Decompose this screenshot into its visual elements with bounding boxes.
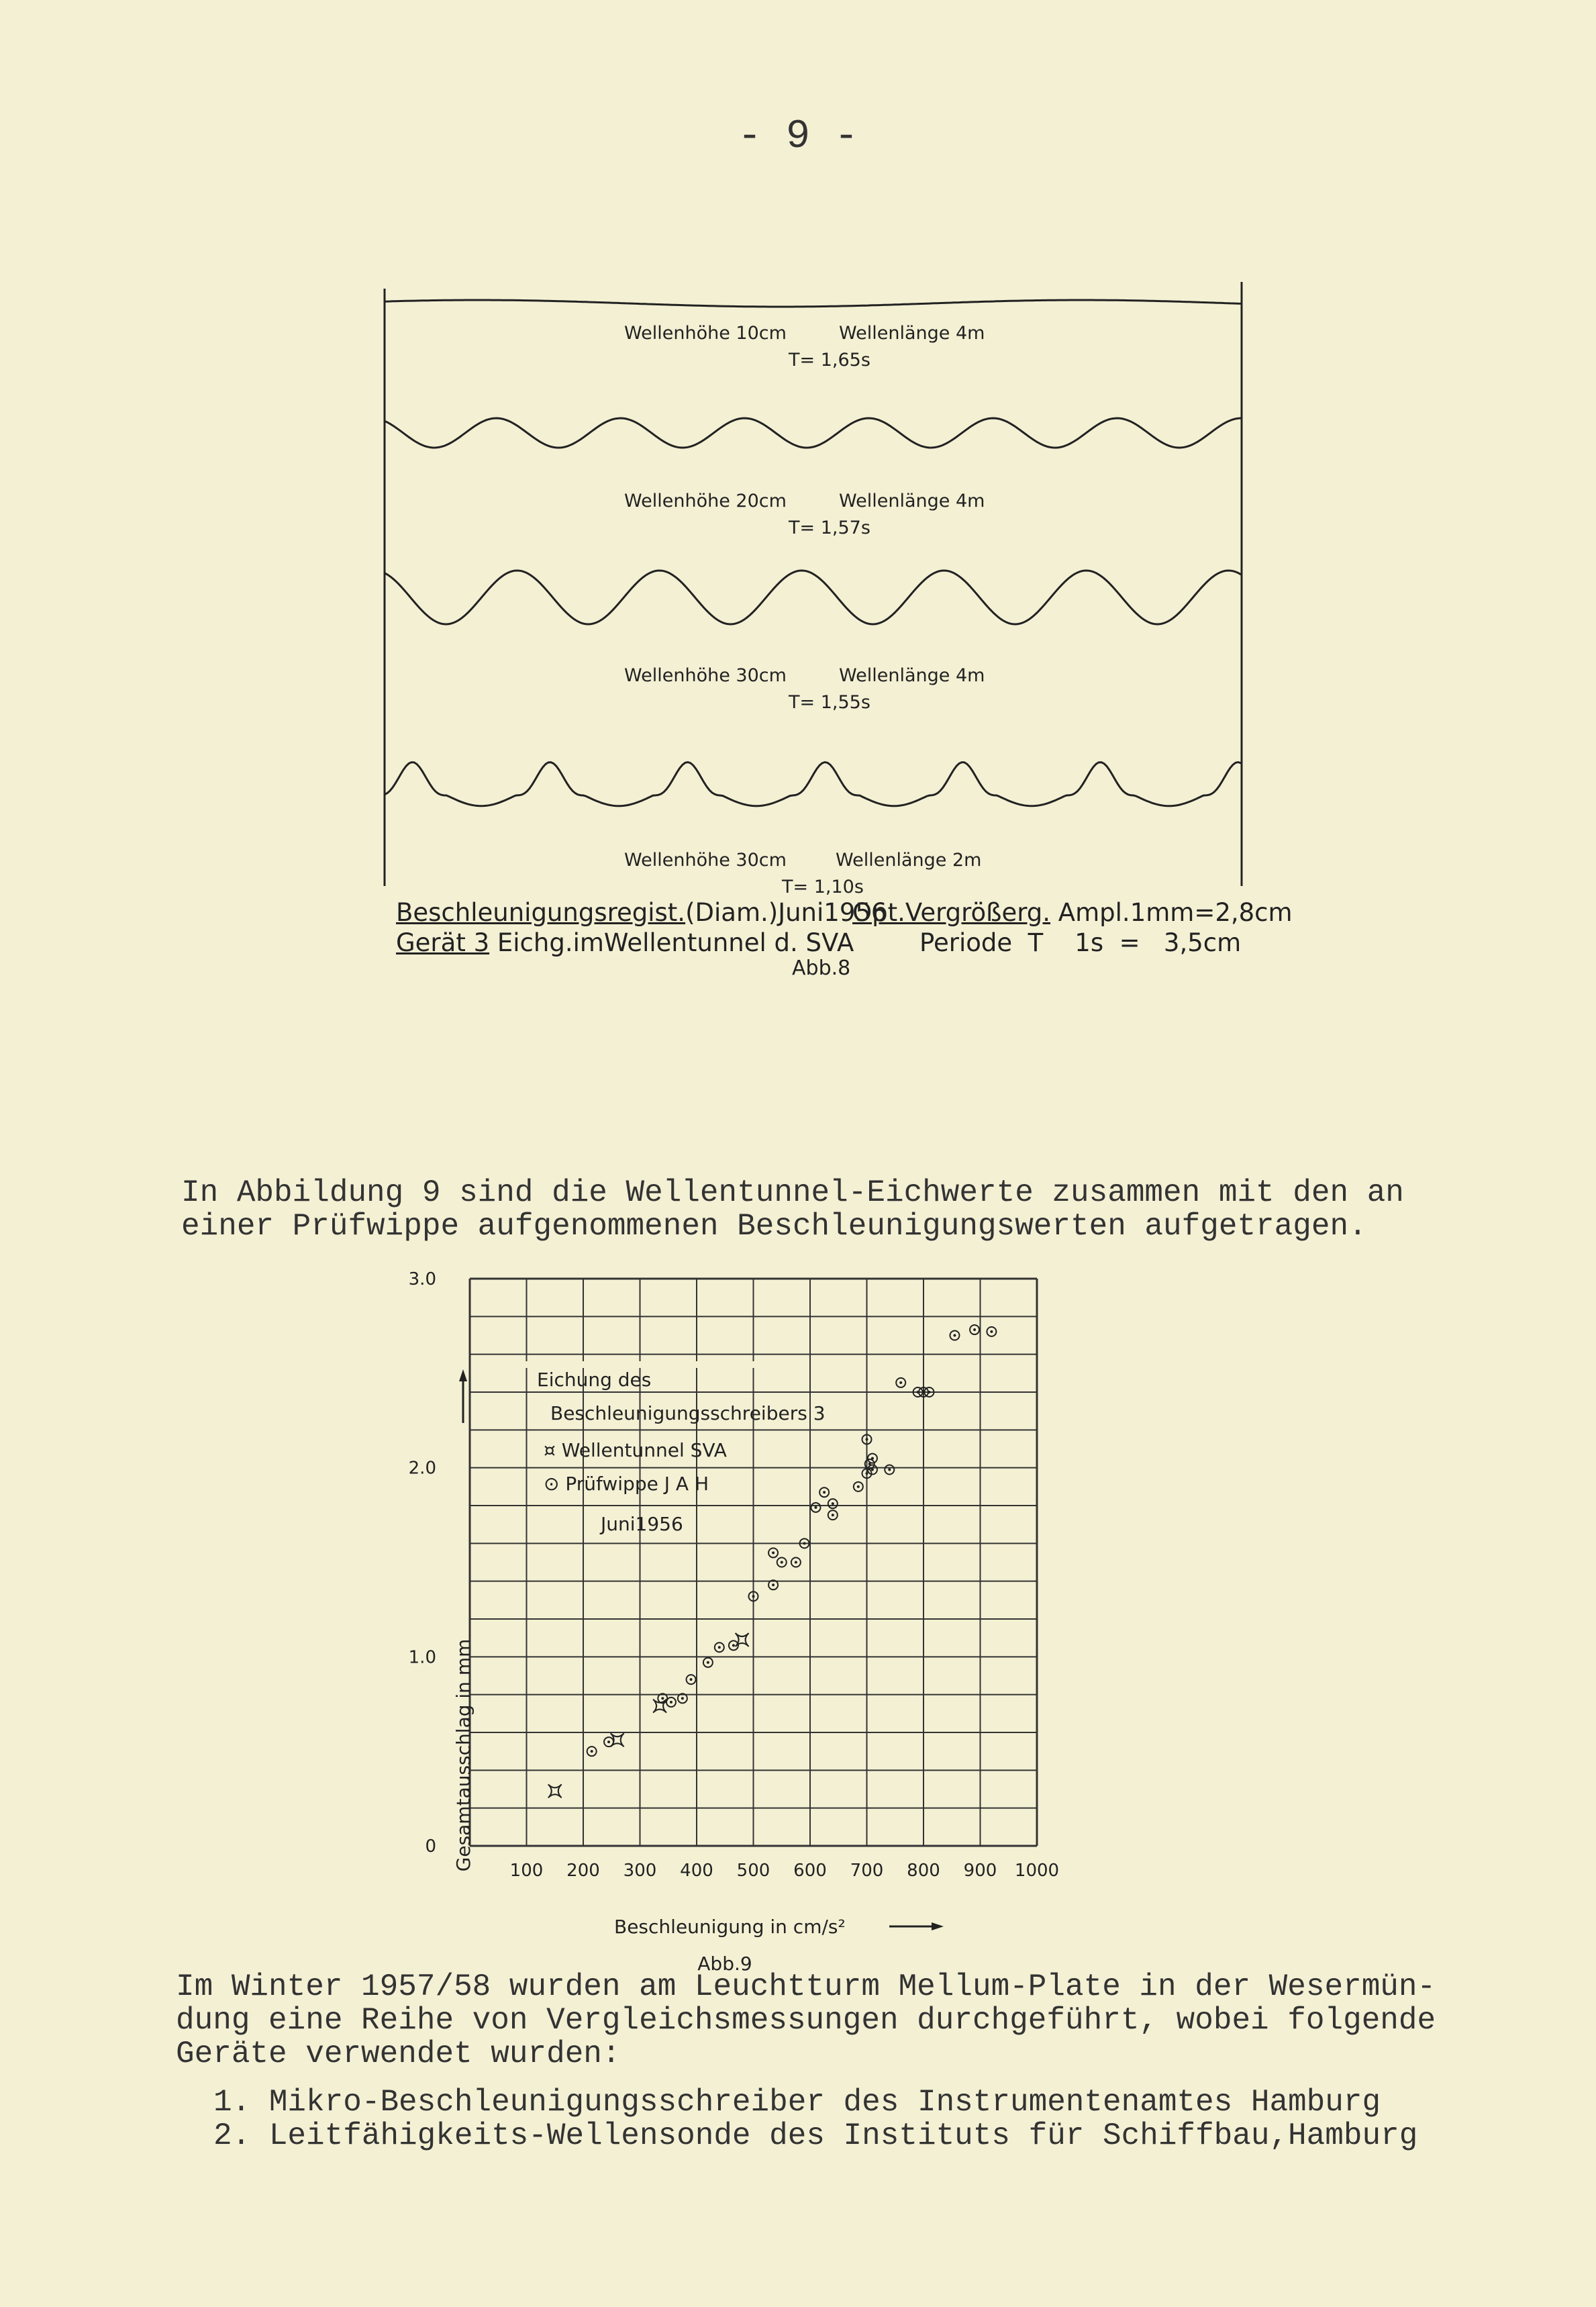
data-point-pruefwippe — [777, 1558, 787, 1567]
fig8-caption-date: (Diam.)Juni1956 — [685, 898, 887, 927]
legend-title-1: Eichung des — [537, 1369, 652, 1391]
data-point-pruefwippe — [885, 1465, 894, 1474]
panel3-height: Wellenhöhe 30cm — [624, 665, 787, 686]
x-axis-arrowhead — [932, 1922, 944, 1930]
chart-ticks — [409, 1269, 1059, 1881]
panel1-length: Wellenlänge 4m — [839, 323, 985, 344]
panel2-height: Wellenhöhe 20cm — [624, 491, 787, 511]
list-item-1: 1. Mikro-Beschleunigungsschreiber des Instrumentenamtes Hamburg — [213, 2085, 1381, 2120]
chart-points — [548, 1325, 997, 1798]
fig8-caption-recorder: Beschleunigungsregist. — [396, 898, 686, 927]
data-point-pruefwippe — [819, 1487, 829, 1497]
x-tick-label: 600 — [793, 1861, 827, 1881]
data-point-pruefwippe — [768, 1548, 778, 1557]
page-number: - 9 - — [737, 114, 859, 160]
fig8-label: Abb.8 — [792, 956, 851, 980]
panel4-period: T= 1,10s — [782, 877, 864, 897]
data-point-pruefwippe — [604, 1737, 613, 1747]
data-point-pruefwippe — [828, 1499, 838, 1508]
paragraph-2-line-2: dung eine Reihe von Vergleichsmessungen durchgeführt, wobei folgende — [176, 2003, 1436, 2038]
panel4-length: Wellenlänge 2m — [836, 850, 982, 871]
y-tick-label: 2.0 — [408, 1458, 436, 1479]
x-tick-label: 700 — [850, 1861, 884, 1881]
y-tick-label: 3.0 — [408, 1269, 436, 1289]
x-tick-label: 800 — [907, 1861, 940, 1881]
wave-trace-4 — [385, 763, 1241, 806]
data-point-pruefwippe — [715, 1642, 724, 1652]
fig8-caption-period: Periode T 1s = 3,5cm — [919, 928, 1242, 957]
data-point-pruefwippe — [896, 1378, 905, 1387]
y-tick-label: 1.0 — [408, 1647, 436, 1668]
data-point-pruefwippe — [587, 1747, 597, 1756]
figure-8-wave-recordings — [376, 282, 1248, 993]
legend-title-2: Beschleunigungsschreibers 3 — [550, 1402, 826, 1424]
panel3-period: T= 1,55s — [789, 692, 870, 713]
fig8-caption-device: Gerät 3 — [396, 928, 490, 957]
x-tick-label: 900 — [963, 1861, 997, 1881]
data-point-pruefwippe — [703, 1658, 713, 1667]
x-tick-label: 1000 — [1014, 1861, 1060, 1881]
list-item-2: 2. Leitfähigkeits-Wellensonde des Instituts für Schiffbau,Hamburg — [213, 2118, 1418, 2153]
fig8-caption-calibration: Eichg.imWellentunnel d. SVA — [489, 928, 854, 957]
panel2-length: Wellenlänge 4m — [839, 491, 985, 511]
data-point-pruefwippe — [950, 1331, 959, 1340]
data-point-pruefwippe — [687, 1675, 696, 1684]
wave-trace-1 — [385, 300, 1241, 307]
data-point-pruefwippe — [970, 1325, 979, 1334]
x-axis-label: Beschleunigung in cm/s² — [614, 1916, 846, 1938]
fig8-caption-right-1 — [852, 898, 1293, 927]
panel3-length: Wellenlänge 4m — [839, 665, 985, 686]
x-tick-label: 200 — [566, 1861, 600, 1881]
paragraph-2-line-1: Im Winter 1957/58 wurden am Leuchtturm Mellum-Plate in der Wesermün- — [176, 1969, 1436, 2004]
fig8-caption-magnification: Opt.Vergrößerg. — [852, 898, 1051, 927]
panel1-period: T= 1,65s — [789, 350, 870, 371]
legend-background-top — [523, 1361, 805, 1368]
y-axis-label: Gesamtausschlag in mm — [452, 1638, 475, 1872]
data-point-pruefwippe — [868, 1454, 877, 1463]
data-point-pruefwippe — [987, 1327, 996, 1336]
data-point-pruefwippe — [828, 1510, 838, 1520]
panel2-period: T= 1,57s — [789, 518, 870, 538]
x-tick-label: 300 — [623, 1861, 657, 1881]
wave-trace-3 — [385, 571, 1241, 624]
legend-item-date: Juni1956 — [601, 1513, 683, 1535]
y-axis-arrowhead — [459, 1369, 467, 1381]
x-tick-label: 400 — [680, 1861, 713, 1881]
paragraph-1-line-2: einer Prüfwippe aufgenommenen Beschleunigungswerten aufgetragen. — [181, 1209, 1367, 1244]
paragraph-2-line-3: Geräte verwendet wurden: — [176, 2036, 621, 2071]
x-tick-label: 500 — [736, 1861, 770, 1881]
data-point-pruefwippe — [791, 1558, 801, 1567]
data-point-pruefwippe — [854, 1482, 863, 1491]
legend-item-wellentunnel: ¤ Wellentunnel SVA — [544, 1439, 727, 1461]
fig9-label: Abb.9 — [697, 1953, 752, 1975]
panel4-height: Wellenhöhe 30cm — [624, 850, 787, 871]
panel1-height: Wellenhöhe 10cm — [624, 323, 787, 344]
fig8-caption-amplitude: Ampl.1mm=2,8cm — [1050, 898, 1293, 927]
paragraph-1-line-1: In Abbildung 9 sind die Wellentunnel-Eichwerte zusammen mit den an — [181, 1175, 1404, 1210]
x-tick-label: 100 — [509, 1861, 544, 1881]
data-point-pruefwippe — [666, 1698, 676, 1707]
figure-9-calibration-chart — [389, 1262, 1094, 2067]
y-tick-label: 0 — [425, 1836, 436, 1857]
wave-trace-2 — [385, 418, 1241, 448]
fig8-caption-left-1 — [396, 898, 887, 927]
data-point-wellentunnel — [736, 1633, 749, 1647]
legend-item-pruefwippe: ⊙ Prüfwippe J A H — [544, 1473, 709, 1495]
fig8-caption-left-2 — [396, 928, 854, 957]
data-point-pruefwippe — [811, 1503, 820, 1512]
data-point-wellentunnel — [548, 1784, 562, 1798]
